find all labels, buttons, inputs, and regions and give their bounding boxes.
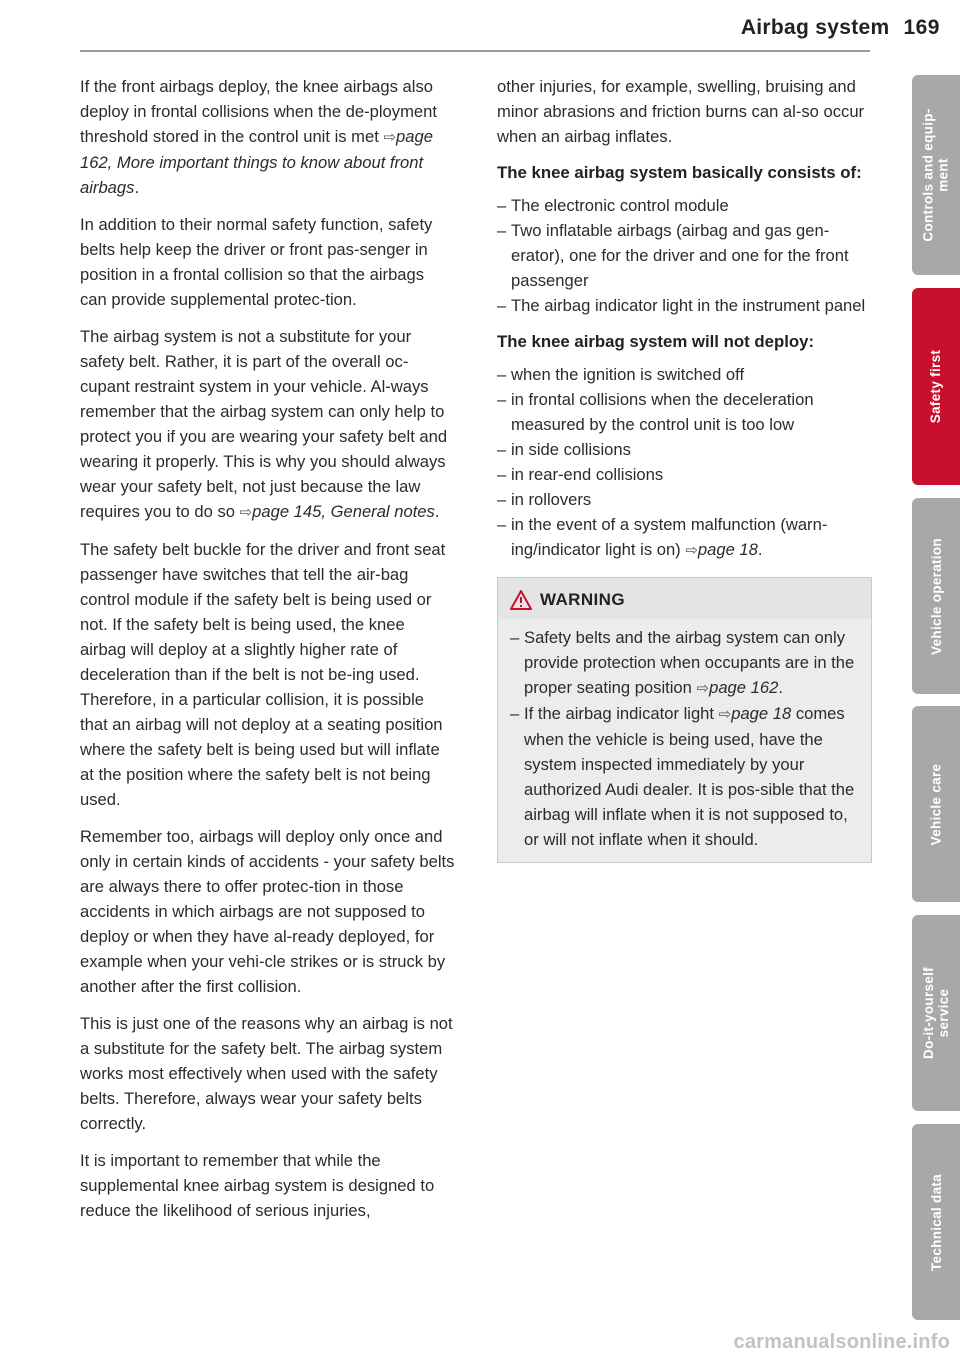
page-number: 169 (903, 16, 940, 39)
list-item: – in rollovers (497, 487, 872, 512)
left-column (80, 74, 455, 1235)
chapter-tabs (912, 0, 960, 1361)
page-ref-arrow-icon: ⇨ (718, 706, 732, 723)
paragraph (80, 74, 455, 200)
list-item (510, 701, 857, 852)
paragraph: Remember too, airbags will deploy only once and only in certain kinds of accidents - your safety belts are always there to offer protec-tion in those accidents in which airbags are not supposed to deploy or when they have al-ready deployed, for example when your vehi-cle strikes or is struck by another after the first collision. (80, 827, 455, 996)
warning-header (498, 578, 871, 619)
paragraph: This is just one of the reasons why an airbag is not a substitute for the safety belt. The airbag system works most effectively when used with the safety belts. Therefore, always wear your safety belts correctly. (80, 1014, 453, 1133)
paragraph: It is important to remember that while the supplemental knee airbag system is designed to reduce the likelihood of serious injuries, (80, 1151, 435, 1220)
warning-triangle-icon (510, 590, 532, 610)
list-item: – in rear-end collisions (497, 462, 872, 487)
text: . (757, 540, 763, 559)
component-list (497, 193, 872, 318)
list-item: – The electronic control module (497, 193, 872, 218)
text: . (434, 502, 440, 521)
warning-body (498, 619, 871, 862)
list-item (510, 625, 857, 701)
page-reference-link[interactable]: page 145, General notes (252, 502, 435, 521)
paragraph: In addition to their normal safety function, safety belts help keep the driver or front pas-senger in position in a frontal collision so that the airbags can provide supplemental protec-tion. (80, 215, 433, 309)
paragraph: The safety belt buckle for the driver and front seat passenger have switches that tell the air-bag control module if the safety belt is being used or not. If the safety belt is being used, the knee airbag will deploy at a slightly higher rate of deceleration than if the belt is not be-ing used. Therefore, in a particular collision, it is possible that an airbag will not deploy at a seating position where the safety belt is being used but will inflate at the position where the safety belt is not being used. (80, 540, 446, 809)
tab-vehicle-care[interactable] (912, 706, 960, 902)
tab-label: Vehicle operation (928, 537, 944, 655)
page-reference-link[interactable]: page 18 (731, 704, 792, 723)
text: . (134, 178, 140, 197)
page-reference-link[interactable]: page 162, More important things to know about front airbags (80, 127, 433, 197)
list-item: – when the ignition is switched off (497, 362, 872, 387)
tab-label: Vehicle care (928, 763, 944, 845)
tab-label: Safety first (928, 349, 944, 424)
warning-box (497, 577, 872, 863)
warning-list (510, 625, 857, 852)
list-item (497, 512, 872, 563)
text: If the front airbags deploy, the knee airbags also deploy in frontal collisions when the de-ployment threshold stored in the control unit is met (80, 77, 437, 146)
text: . (778, 678, 783, 697)
watermark: carmanualsonline.info (733, 1331, 950, 1353)
right-column (497, 74, 872, 863)
page-reference-link[interactable]: page 18 (697, 540, 758, 559)
paragraph: other injuries, for example, swelling, bruising and minor abrasions and friction burns can al-so occur when an airbag inflates. (497, 77, 865, 146)
tab-technical-data[interactable] (912, 1124, 960, 1320)
section-title: Airbag system (740, 16, 890, 39)
running-head (600, 16, 940, 40)
text: comes when the vehicle is being used, have the system inspected immediately by your authorized Audi dealer. It is pos-sible that the airbag will inflate when it is not supposed to, or will not inflate when it should. (524, 704, 855, 849)
text: The airbag system is not a substitute for your safety belt. Rather, it is part of the overall oc-cupant restraint system in your vehicle. Al-ways remember that the airbag system can only help to protect you if you are wearing your safety belt and wearing it properly. This is why you should always wear your safety belt, not just because the law requires you to do so (80, 327, 448, 521)
no-deploy-list (497, 362, 872, 563)
page-ref-arrow-icon: ⇨ (383, 129, 397, 146)
tab-label: Technical data (928, 1173, 944, 1271)
page-ref-arrow-icon: ⇨ (685, 542, 698, 559)
tab-label: Controls and equip- ment (921, 108, 952, 242)
tab-controls-and-equipment[interactable] (912, 75, 960, 275)
list-item: – Two inflatable airbags (airbag and gas gen-erator), one for the driver and one for the front passenger (497, 218, 872, 293)
tab-label: Do-it-yourself service (921, 967, 952, 1059)
page-ref-arrow-icon: ⇨ (696, 680, 710, 697)
text: Safety belts and the airbag system can only provide protection when occupants are in the proper seating position (524, 628, 855, 697)
text: in the event of a system malfunction (warn-ing/indicator light is on) (511, 515, 828, 559)
page-reference-link[interactable]: page 162 (709, 678, 779, 697)
subheading: The knee airbag system basically consists of: (497, 163, 862, 182)
warning-title: WARNING (540, 590, 625, 609)
tab-do-it-yourself-service[interactable] (912, 915, 960, 1111)
paragraph (80, 324, 455, 525)
tab-vehicle-operation[interactable] (912, 498, 960, 694)
subheading: The knee airbag system will not deploy: (497, 332, 815, 351)
list-item: – The airbag indicator light in the instrument panel (497, 293, 872, 318)
text: If the airbag indicator light (524, 704, 719, 723)
list-item: – in frontal collisions when the deceleration measured by the control unit is too low (497, 387, 872, 437)
header-rule (80, 50, 870, 52)
list-item: – in side collisions (497, 437, 872, 462)
page-ref-arrow-icon: ⇨ (239, 504, 253, 521)
tab-safety-first[interactable] (912, 288, 960, 485)
